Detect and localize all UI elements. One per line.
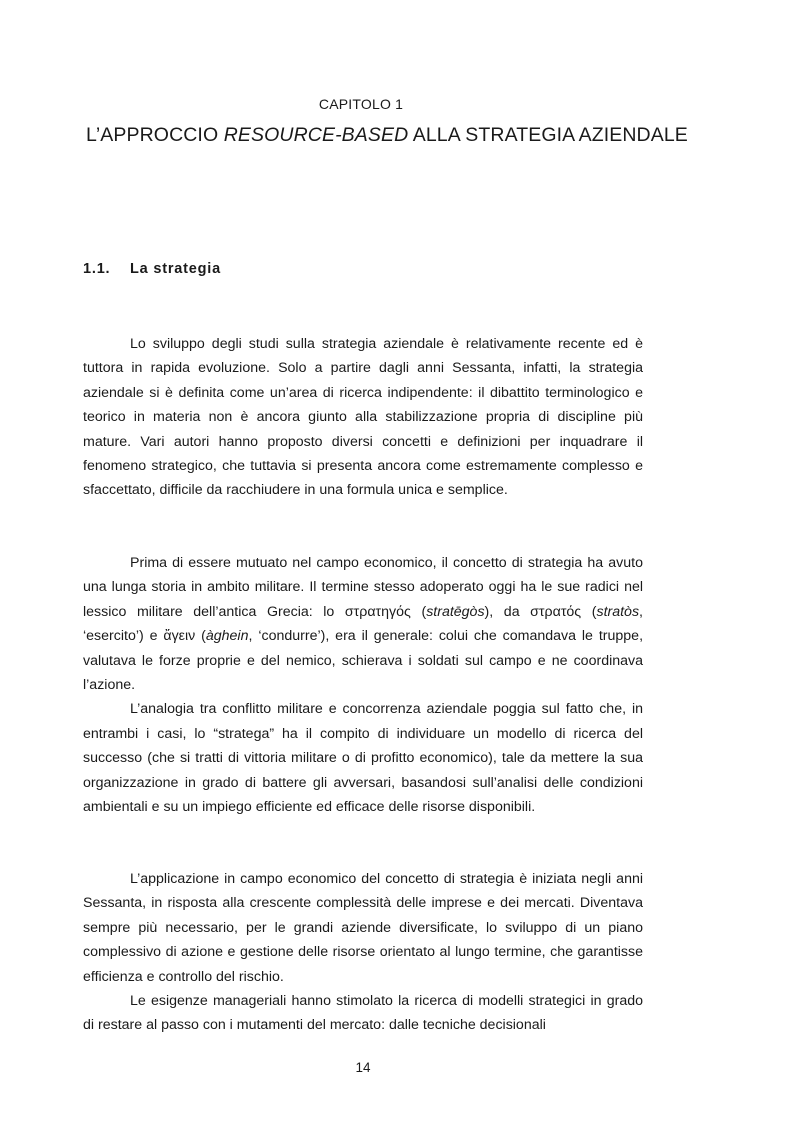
chapter-title-italic: RESOURCE-BASED	[223, 124, 409, 146]
page-number: 14	[355, 1060, 371, 1075]
paragraph-2-italic-2: stratòs	[596, 603, 640, 620]
chapter-title-suffix: ALLA STRATEGIA AZIENDALE	[408, 124, 688, 146]
section-heading	[83, 261, 221, 277]
paragraph-2-italic-1: stratēgòs	[426, 603, 485, 620]
paragraph-5: Le esigenze manageriali hanno stimolato la ricerca di modelli strategici in grado di restare al passo con i mutamenti del mercato: dalle tecniche decisionali	[83, 993, 643, 1034]
chapter-label: CAPITOLO 1	[318, 96, 404, 112]
chapter-title	[86, 124, 726, 147]
chapter-title-prefix: L’APPROCCIO	[86, 124, 224, 146]
body-block-2	[83, 551, 643, 819]
paragraph-4: L’applicazione in campo economico del concetto di strategia è iniziata negli anni Sessanta, in risposta alla crescente complessità delle imprese e dei mercati. Diventava sempre più necessario, per le grandi aziende diversificate, lo sviluppo di un piano complessivo di azione e gestione delle risorse orientato al lungo termine, che garantisse efficienza e controllo del rischio.	[83, 871, 643, 985]
paragraph-2	[83, 551, 643, 697]
paragraph-1: Lo sviluppo degli studi sulla strategia aziendale è relativamente recente ed è tuttora in rapida evoluzione. Solo a partire dagli anni Sessanta, infatti, la strategia aziendale si è definita come un’area di ricerca indipendente: il dibattito terminologico e teorico in materia non è ancora giunto alla stabilizzazione propria di discipline più mature. Vari autori hanno proposto diversi concetti e definizioni per inquadrare il fenomeno strategico, che tuttavia si presenta ancora come estremamente complesso e sfaccettato, difficile da racchiudere in una formula unica e semplice.	[83, 336, 643, 499]
section-title: La strategia	[130, 261, 221, 277]
paragraph-2-text-4: , ‘condurre’), era il generale: colui che comandava le truppe, valutava le forze proprie e del nemico, schierava i soldati sul campo e ne coordinava l’azione.	[83, 628, 644, 694]
body-block-1	[83, 332, 643, 503]
paragraph-3: L’analogia tra conflitto militare e concorrenza aziendale poggia sul fatto che, in entrambi i casi, lo “stratega” ha il compito di individuare un modello di ricerca del successo (che si tratti di vittoria militare o di profitto economico), tale da mettere la sua organizzazione in grado di battere gli avversari, basandosi sull’analisi delle condizioni ambientali e su un impiego efficiente ed efficace delle risorse disponibili.	[83, 701, 643, 816]
paragraph-2-italic-3: àghein	[205, 628, 249, 645]
paragraph-2-text-2: ), da στρατός (	[484, 603, 597, 620]
section-number: 1.1.	[83, 261, 111, 277]
body-block-3	[83, 867, 643, 1038]
paragraph-2-text-3: , ‘esercito’) e ἄγειν (	[83, 603, 643, 645]
paragraph-2-text-1: Prima di essere mutuato nel campo economico, il concetto di strategia ha avuto una lunga storia in ambito militare. Il termine stesso adoperato oggi ha le sue radici nel lessico militare dell’antica Grecia: lo στρατηγός (	[83, 555, 643, 620]
